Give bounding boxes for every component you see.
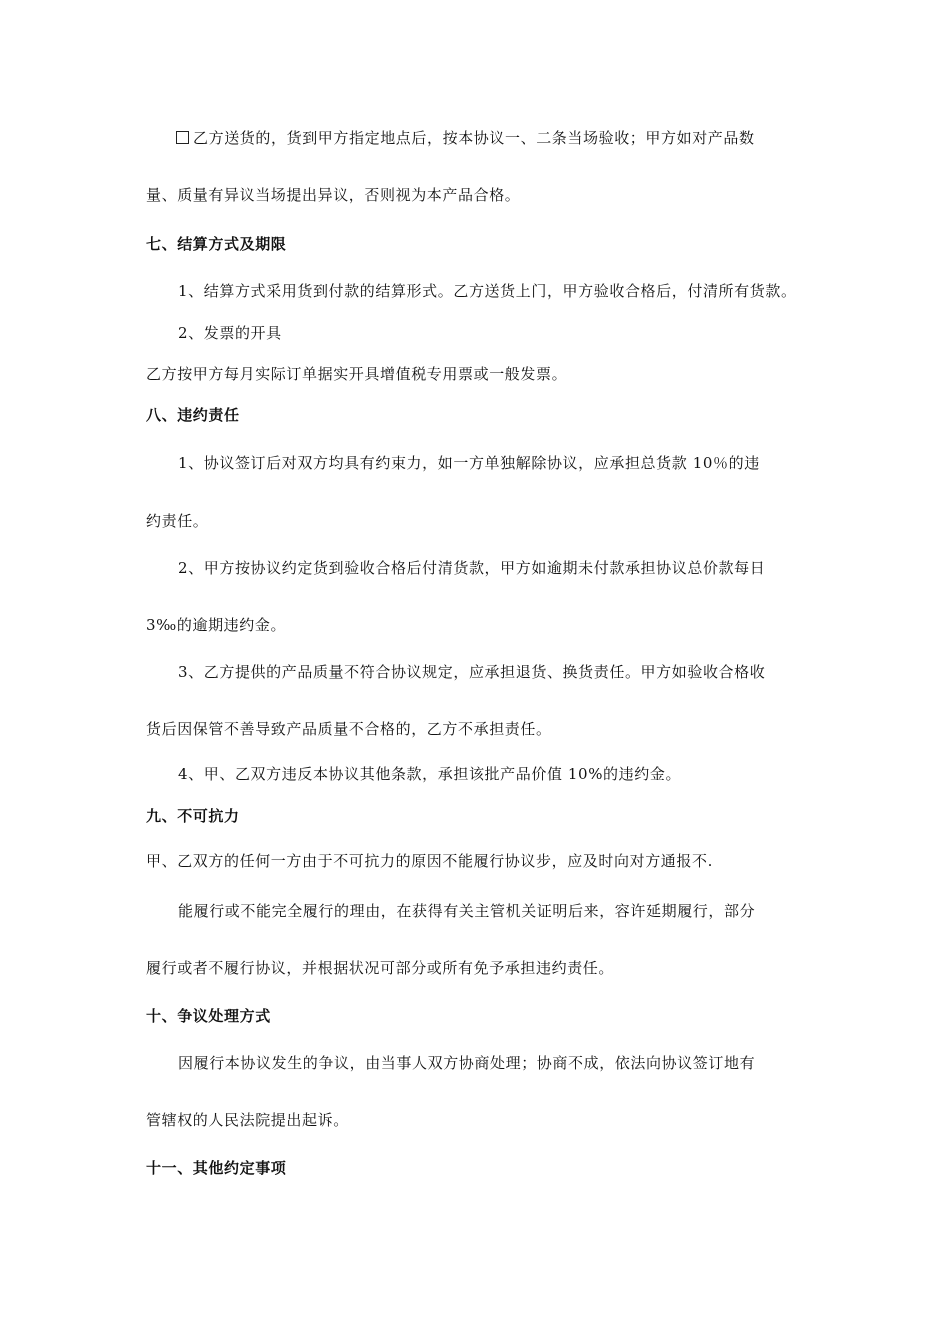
section-heading: 七、结算方式及期限 <box>146 235 287 253</box>
section-heading: 九、不可抗力 <box>146 807 240 825</box>
paragraph-line: 因履行本协议发生的争议，由当事人双方协商处理；协商不成，依法向协议签订地有 <box>178 1054 756 1072</box>
section-heading: 八、违约责任 <box>146 406 240 424</box>
paragraph-line: 约责任。 <box>146 512 209 530</box>
paragraph-line: 1、协议签订后对双方均具有约束力，如一方单独解除协议，应承担总货款 10％的违 <box>178 454 760 472</box>
paragraph-line: 4、甲、乙双方违反本协议其他条款，承担该批产品价值 10%的违约金。 <box>178 765 682 783</box>
paragraph-line: 履行或者不履行协议，并根据状况可部分或所有免予承担违约责任。 <box>146 959 615 977</box>
paragraph-line: 1、结算方式采用货到付款的结算形式。乙方送货上门，甲方验收合格后，付清所有货款。 <box>178 282 797 300</box>
paragraph-line: 3、乙方提供的产品质量不符合协议规定，应承担退货、换货责任。甲方如验收合格收 <box>178 663 766 681</box>
paragraph-line: 乙方送货的，货到甲方指定地点后，按本协议一、二条当场验收；甲方如对产品数 <box>176 128 755 148</box>
paragraph-line: 甲、乙双方的任何一方由于不可抗力的原因不能履行协议步，应及时向对方通报不. <box>146 852 713 870</box>
paragraph-line: 3‰的逾期违约金。 <box>146 616 287 634</box>
section-heading: 十一、其他约定事项 <box>146 1159 287 1177</box>
section-heading: 十、争议处理方式 <box>146 1007 271 1025</box>
paragraph-line: 2、发票的开具 <box>178 324 282 342</box>
paragraph-line: 货后因保管不善导致产品质量不合格的，乙方不承担责任。 <box>146 720 552 738</box>
paragraph-line: 2、甲方按协议约定货到验收合格后付清货款，甲方如逾期未付款承担协议总价款每日 <box>178 559 766 577</box>
paragraph-line: 管辖权的人民法院提出起诉。 <box>146 1111 349 1129</box>
paragraph-line: 能履行或不能完全履行的理由，在获得有关主管机关证明后来，容许延期履行，部分 <box>178 902 756 920</box>
paragraph-line: 乙方按甲方每月实际订单据实开具增值税专用票或一般发票。 <box>146 365 568 383</box>
checkbox-icon <box>176 131 189 144</box>
paragraph-line: 量、质量有异议当场提出异议，否则视为本产品合格。 <box>146 186 521 204</box>
